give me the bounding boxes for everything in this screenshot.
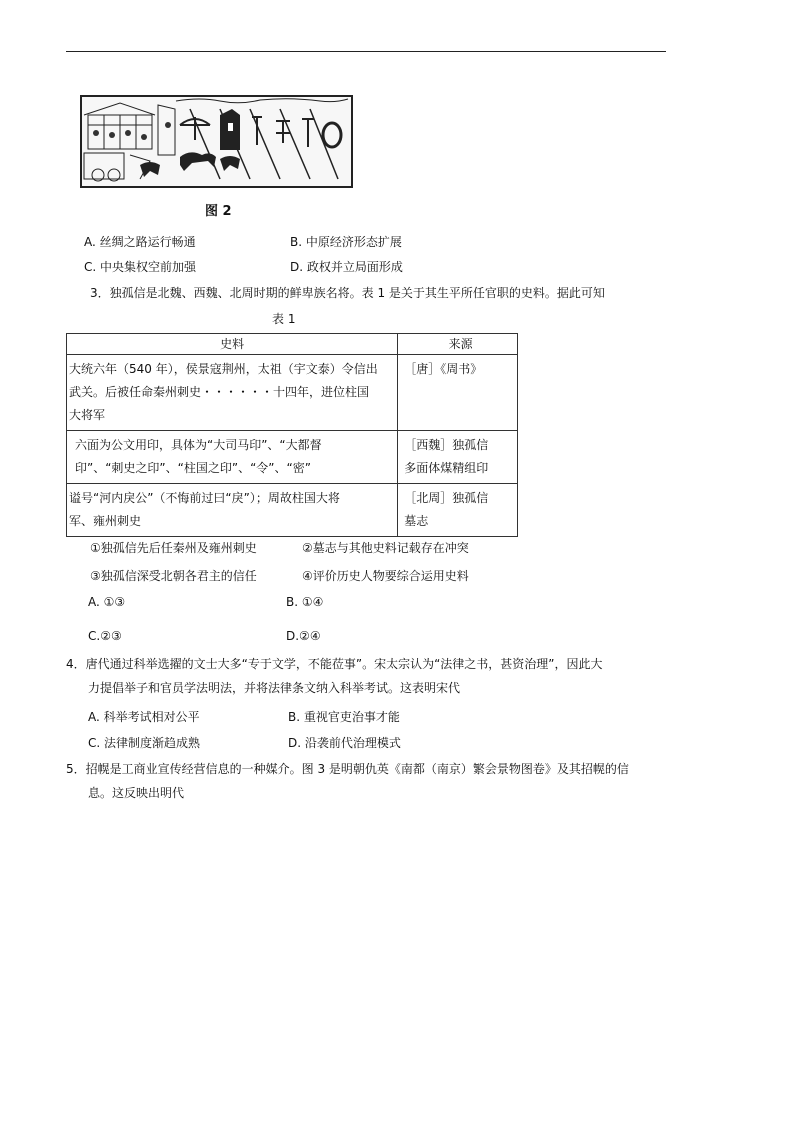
cell-line: ［北周］独孤信 (404, 491, 489, 505)
figure-2-caption: 图 2 (205, 204, 232, 219)
q2-option-d: D. 政权并立局面形成 (290, 260, 403, 274)
cell-line: 大将军 (69, 408, 106, 422)
q5-stem-line-1: 5．招幌是工商业宣传经营信息的一种媒介。图 3 是明朝仇英《南都（南京）繁会景物图卷》及其招幌的信 (66, 762, 629, 776)
q4-stem-line-2: 力提倡举子和官员学法明法，并将法律条文纳入科举考试。这表明宋代 (88, 681, 461, 695)
table-cell-text (67, 484, 398, 537)
table-row (67, 484, 518, 537)
table-header-cell: 史料 (67, 334, 398, 355)
q3-item-2: ②墓志与其他史料记载存在冲突 (302, 541, 469, 555)
table-row (67, 431, 518, 484)
cell-line: 军、雍州刺史 (69, 514, 142, 528)
table-cell-text (67, 355, 398, 431)
q4-stem-line-1: 4．唐代通过科举选擢的文士大多“专于文学，不能莅事”。宋太宗认为“法律之书，甚资治理”，因此大 (66, 657, 603, 671)
header-rule (66, 51, 666, 52)
q2-option-a: A. 丝绸之路运行畅通 (84, 235, 196, 249)
q5-stem-line-2: 息。这反映出明代 (88, 786, 185, 800)
q3-stem: 3．独孤信是北魏、西魏、北周时期的鲜卑族名将。表 1 是关于其生平所任官职的史料。据此可知 (90, 286, 605, 300)
q3-option-b: B. ①④ (286, 595, 324, 609)
cell-line: 武关。后被任命秦州刺史・・・・・・十四年，进位柱国 (69, 385, 370, 399)
q3-item-4: ④评价历史人物要综合运用史料 (302, 569, 469, 583)
table-1-title: 表 1 (272, 312, 296, 326)
cell-line: 墓志 (404, 514, 429, 528)
q3-option-d: D.②④ (286, 629, 321, 643)
q2-option-b: B. 中原经济形态扩展 (290, 235, 402, 249)
table-row (67, 355, 518, 431)
table-header-cell: 来源 (398, 334, 518, 355)
q2-option-c: C. 中央集权空前加强 (84, 260, 197, 274)
q4-option-a: A. 科举考试相对公平 (88, 710, 200, 724)
table-header-row (67, 334, 518, 355)
table-cell-text (67, 431, 398, 484)
cell-line: 六面为公文用印，具体为“大司马印”、“大都督 (75, 438, 322, 452)
q3-option-c: C.②③ (88, 629, 122, 643)
table-cell-source (398, 484, 518, 537)
table-1 (66, 333, 518, 537)
cell-line: 印”、“刺史之印”、“柱国之印”、“令”、“密” (75, 461, 311, 475)
table-cell-source (398, 431, 518, 484)
figure-2-illustration (80, 95, 353, 188)
table-cell-source (398, 355, 518, 431)
q3-item-1: ①独孤信先后任秦州及雍州刺史 (90, 541, 257, 555)
q4-option-c: C. 法律制度渐趋成熟 (88, 736, 201, 750)
q4-option-d: D. 沿袭前代治理模式 (288, 736, 401, 750)
q4-option-b: B. 重视官吏治事才能 (288, 710, 400, 724)
cell-line: 多面体煤精组印 (404, 461, 489, 475)
cell-line: ［西魏］独孤信 (404, 438, 489, 452)
cell-line: ［唐］《周书》 (404, 362, 483, 376)
q3-item-3: ③独孤信深受北朝各君主的信任 (90, 569, 257, 583)
cell-line: 谥号“河内戾公”（不悔前过曰“戾”）；周故柱国大将 (69, 491, 340, 505)
q3-option-a: A. ①③ (88, 595, 126, 609)
cell-line: 大统六年（540 年），侯景寇荆州，太祖（宇文泰）令信出 (69, 362, 378, 376)
